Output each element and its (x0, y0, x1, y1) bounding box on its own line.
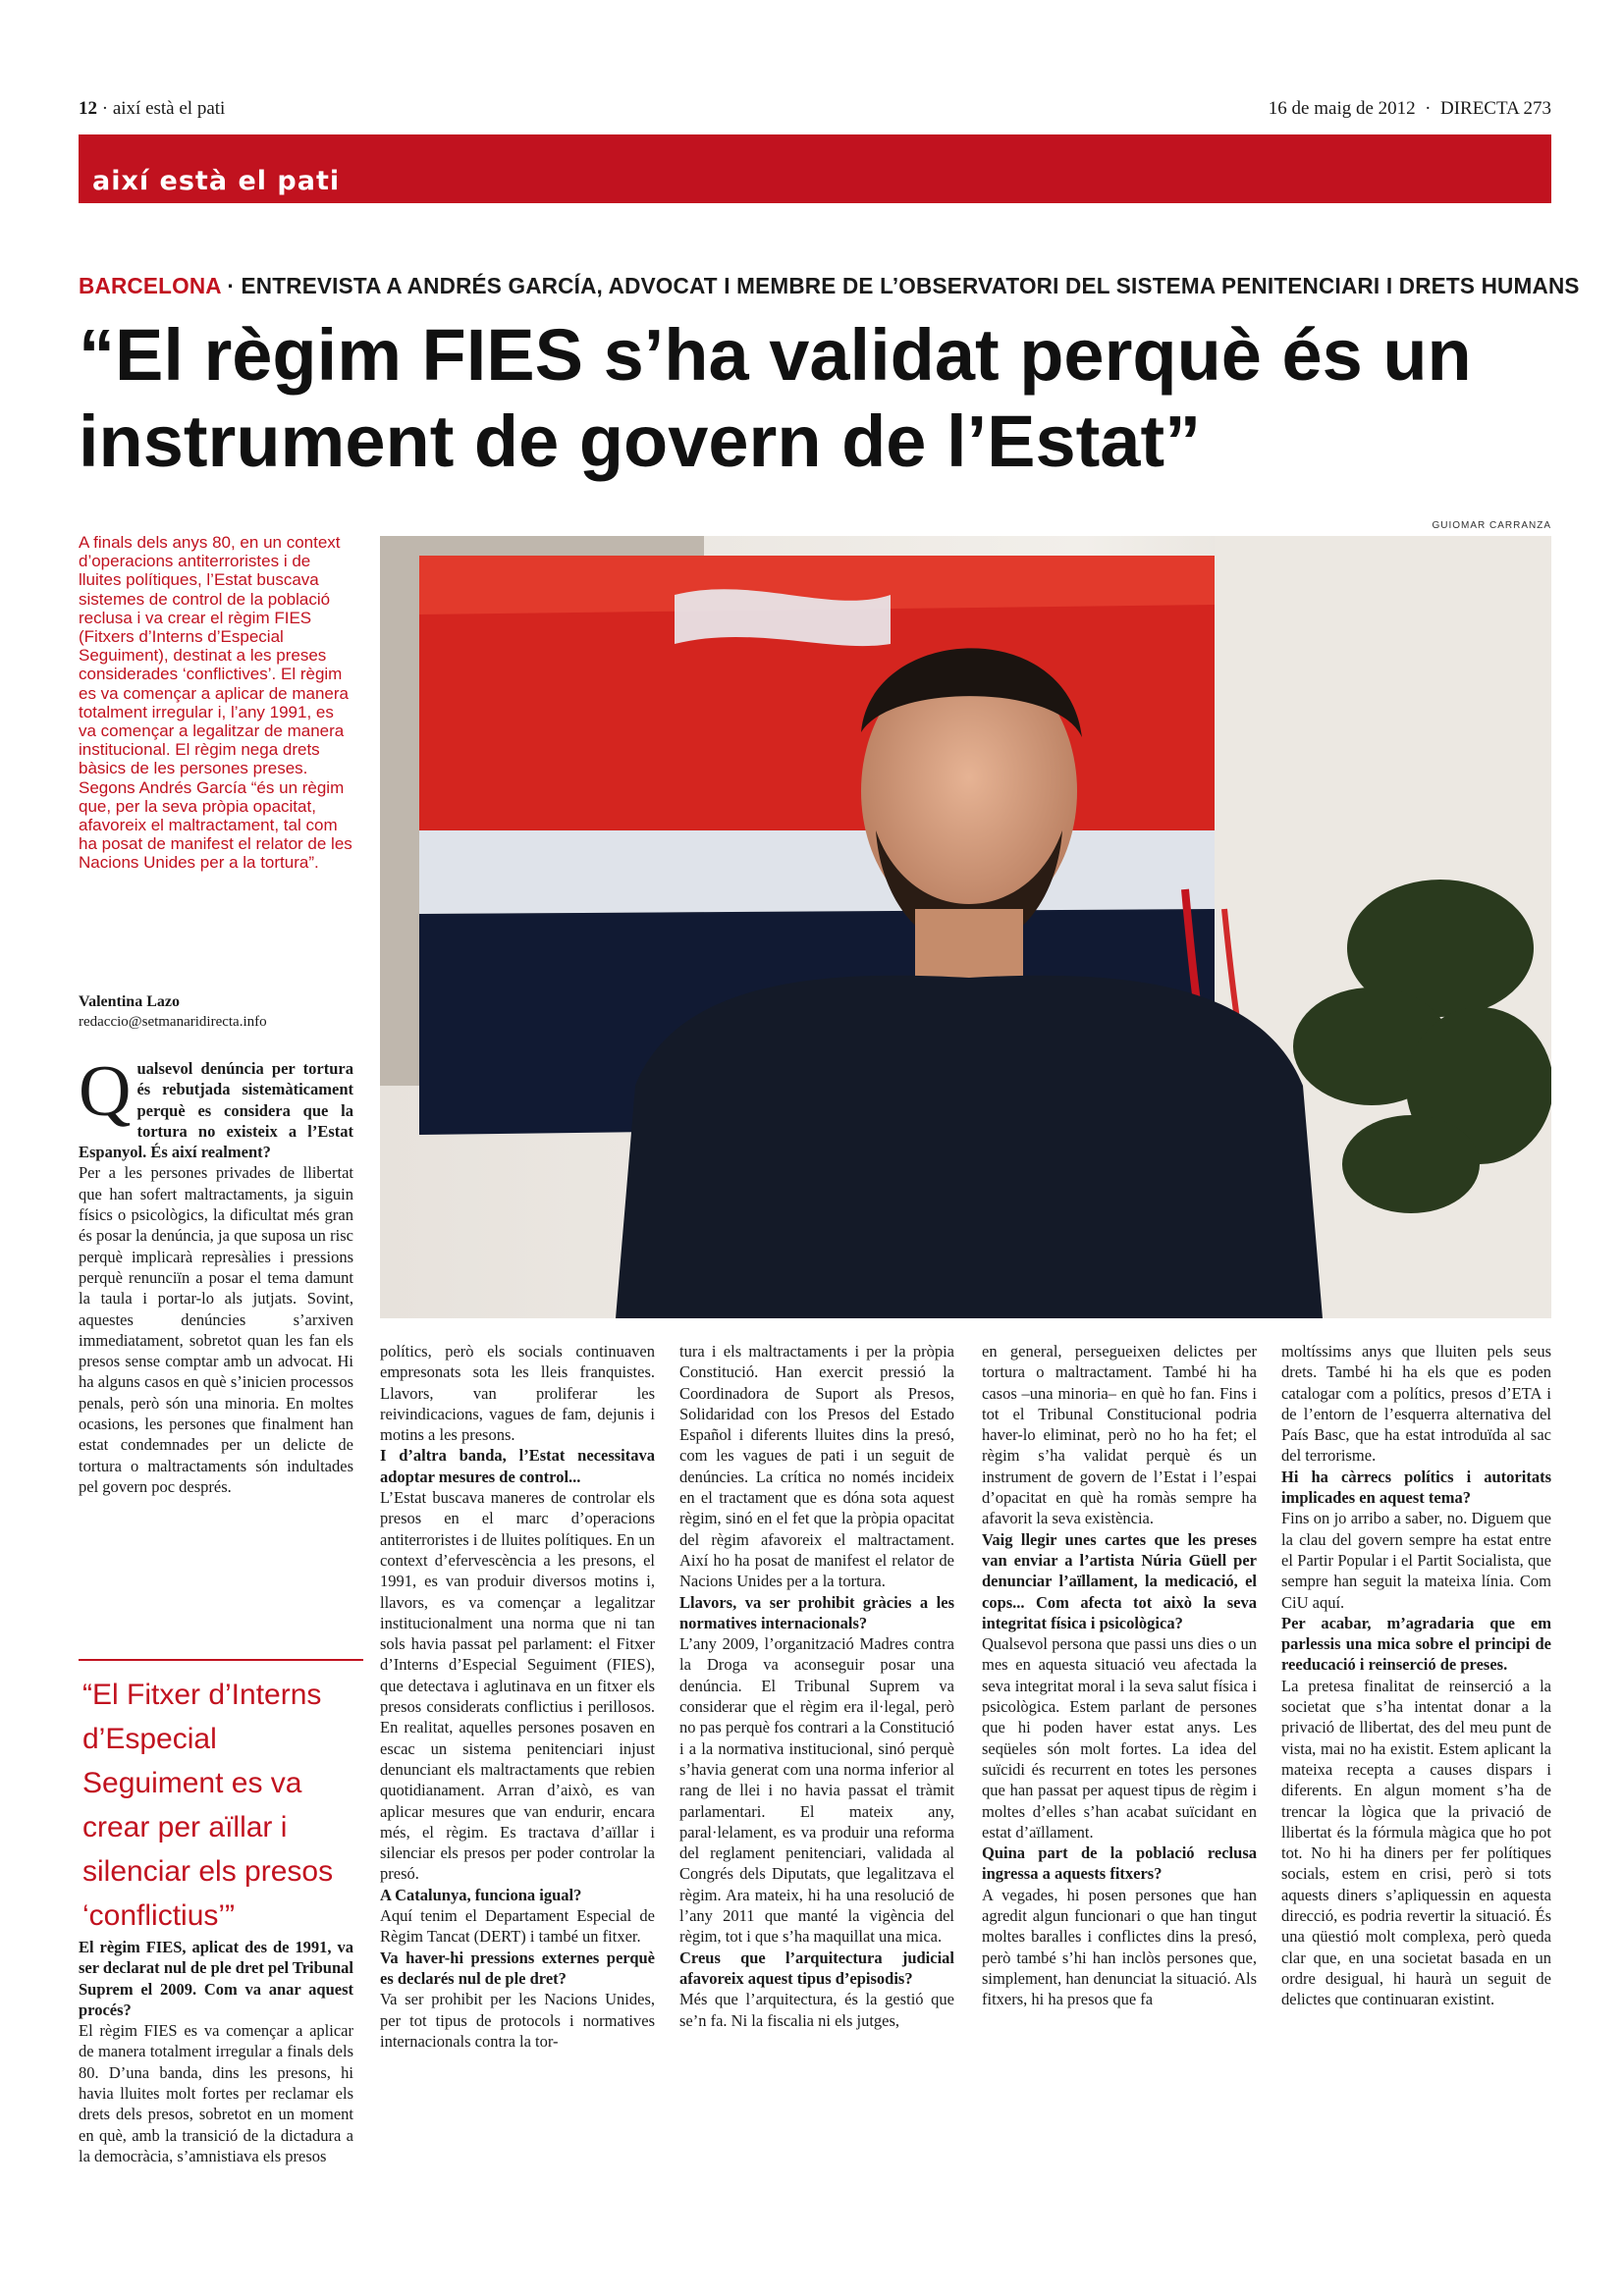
article-column-1 (79, 1051, 353, 1497)
answer: La pretesa finalitat de reinserció a la societat que s’ha intentat donar a la privació de llibertat, des del meu punt de vista, mai no ha existit. Estem aplicant la mateixa recepta a causes dispars i diferents. En algun moment s’ha de trencar la lògica que la privació de llibertat és la fórmula màgica que ho pot tot. No hi ha diners per fer polítiques socials, estem en crisi, però si tots aquests diners s’apliquessin en aquesta direcció, es podria revertir la situació. És una qüestió molt complexa, però queda clar que, en una societat basada en un ordre desigual, hi haurà un seguit de delictes que continuaran existint. (1281, 1676, 1551, 2009)
page-header-left: 12 · així està el pati (79, 98, 226, 119)
answer: A vegades, hi posen persones que han agredit algun funcionari o que han tingut moltes baralles i conflictes dins la presó, però també s’hi han inclòs persones que, simplement, han denunciat la situació. Als fitxers, hi ha presos que fa (982, 1885, 1257, 2009)
answer: El règim FIES es va començar a aplicar de manera totalment irregular a finals dels 80. D’una banda, dins les presons, hi havia lluites molt fortes per reclamar els drets dels presos, sobretot en un moment en què, amb la transició de la dictadura a la democràcia, s’amnistiava els presos (79, 2021, 353, 2165)
kicker-location: BARCELONA (79, 273, 221, 298)
answer: Fins on jo arribo a saber, no. Diguem que la clau del govern sempre ha estat entre el Partir Popular i el Partit Socialista, que sempre han seguit la mateixa línia. Com CiU aquí. (1281, 1509, 1551, 1612)
issue-date: 16 de maig de 2012 (1268, 98, 1416, 119)
byline (79, 993, 267, 1031)
page-header (79, 98, 1551, 128)
question: Llavors, va ser prohibit gràcies a les normatives internacionals? (679, 1592, 954, 1632)
page-header-right: 16 de maig de 2012 · DIRECTA 273 (1268, 98, 1551, 119)
author-name: Valentina Lazo (79, 993, 180, 1010)
question: El règim FIES, aplicat des de 1991, va ser declarat nul de ple dret pel Tribunal Suprem el 2009. Com va anar aquest procés? (79, 1938, 353, 2019)
answer: polítics, però els socials continuaven empresonats sota les lleis franquistes. Llavors, van proliferar les reivindicacions, vagues de fam, dejunis i motins a les presons. (380, 1342, 655, 1445)
answer: Va ser prohibit per les Nacions Unides, per tot tipus de protocols i normatives internacionals contra la tor- (380, 1990, 655, 2051)
pull-quote (79, 1659, 363, 1938)
answer: moltíssims anys que lluiten pels seus drets. També hi ha els que es poden catalogar com a polítics, presos d’ETA i de l’entorn de l’esquerra alternativa del País Basc, que ha estat introduïda al sac del terrorisme. (1281, 1342, 1551, 1466)
question: ualsevol denúncia per tortura és rebutjada sistemàticament perquè es considera que la tortura no existeix a l’Estat Espanyol. És així realment? (79, 1059, 353, 1162)
section-name: així està el pati (112, 98, 226, 119)
photo-credit: GUIOMAR CARRANZA (1432, 520, 1551, 531)
article-column-1-bottom (79, 1937, 353, 2166)
banner-title: així està el pati (92, 166, 341, 196)
question: Va haver-hi pressions externes perquè es declarés nul de ple dret? (380, 1948, 655, 1988)
answer: L’any 2009, l’organització Madres contra la Droga va aconseguir posar una denúncia. El Tribunal Suprem va considerar que el règim era il·legal, però no pas perquè fos contrari a la Constitució i a la normativa institucional, sinó perquè s’havia generat com una norma inferior al rang de llei i no havia passat el tràmit parlamentari. El mateix any, paral·lelament, es va produir una reforma del reglament penitenciari, validada al Congrés dels Diputats, que legalitzava el règim. Ara mateix, hi ha una resolució de l’any 2011 que manté la vigència del règim, tot i que s’ha maquillat una mica. (679, 1634, 954, 1947)
article-column-4 (982, 1341, 1257, 2010)
answer: Aquí tenim el Departament Especial de Règim Tancat (DERT) i també un fitxer. (380, 1906, 655, 1947)
pull-quote-text: “El Fitxer d’Interns d’Especial Seguiment es va crear per aïllar i silenciar els presos ‘conflictius’” (82, 1679, 334, 1932)
intro-paragraph: A finals dels anys 80, en un context d’operacions antiterroristes i de lluites polítiques, l’Estat buscava sistemes de control de la població reclusa i va crear el règim FIES (Fitxers d’Interns d’Especial Seguiment), destinat a les preses considerades ‘conflictives’. El règim es va començar a aplicar de manera totalment irregular i, l’any 1991, es va començar a legalitzar de manera institucional. El règim nega drets bàsics de les persones preses. Segons Andrés García “és un règim que, per la seva pròpia opacitat, afavoreix el maltractament, tal com ha posat de manifest el relator de les Nacions Unides per a la tortura”. (79, 533, 352, 873)
question: Creus que l’arquitectura judicial afavoreix aquest tipus d’episodis? (679, 1948, 954, 1988)
answer: Per a les persones privades de llibertat que han sofert maltractaments, ja siguin físics o psicològics, la dificultat més gran és posar la denúncia, ja que suposa un risc perquè implicarà represàlies i pressions perquè renunciïn a posar el tema damunt la taula i portar-lo als jutjats. Sovint, aquestes denúncies s’arxiven immediatament, sobretot quan les fan els presos sense comptar amb un advocat. Hi ha alguns casos en què s’inicien processos penals, però són una minoria. En moltes ocasions, les persones que finalment han estat condemnades per un delicte de tortura o maltractaments són indultades pel govern poc després. (79, 1163, 353, 1496)
article-column-2 (380, 1341, 655, 2052)
page-number: 12 (79, 98, 97, 119)
drop-cap: Q (79, 1051, 132, 1132)
question: Per acabar, m’agradaria que em parlessis una mica sobre el principi de reeducació i reinserció de preses. (1281, 1613, 1551, 1675)
author-email: redaccio@setmanaridirecta.info (79, 1014, 267, 1030)
section-banner (79, 134, 1551, 203)
answer: Qualsevol persona que passi uns dies o un mes en aquesta situació veu afectada la seva integritat moral i la seva salut física i psicològica. Estem parlant de persones que hi poden haver estat anys. Les seqüeles són molt fortes. La idea del suïcidi és recurrent en totes les persones que han passat per aquest tipus de règim i moltes d’elles s’han acabat suïcidant en estat d’aïllament. (982, 1634, 1257, 1842)
article-kicker (79, 273, 1580, 299)
answer: Més que l’arquitectura, és la gestió que se’n fa. Ni la fiscalia ni els jutges, (679, 1990, 954, 2030)
question: Vaig llegir unes cartes que les preses van enviar a l’artista Núria Güell per denunciar l’aïllament, la medicació, el cops... Com afecta tot això la seva integritat física i psicològica? (982, 1529, 1257, 1632)
answer: L’Estat buscava maneres de controlar els presos en el marc d’operacions antiterroristes i de lluites polítiques. En un context d’efervescència a les presons, el 1991, es van produir diversos motins i, llavors, es va començar a legalitzar institucionalment una norma que ni tan sols havia passat pel parlament: el Fitxer d’Interns d’Especial Seguiment (FIES), que detectava i aglutinava en un fitxer els presos considerats conflictius i perillosos. En realitat, aquelles persones posaven en escac un sistema penitenciari injust denunciant els maltractaments que rebien quotidianament. Arran d’això, es van aplicar mesures que van endurir, encara més, el règim. Es tractava d’aïllar i silenciar els presos per poder controlar la presó. (380, 1488, 655, 1884)
question: A Catalunya, funciona igual? (380, 1885, 582, 1904)
article-column-5 (1281, 1341, 1551, 2010)
question: I d’altra banda, l’Estat necessitava adoptar mesures de control... (380, 1446, 655, 1486)
kicker-subtitle: · ENTREVISTA A ANDRÉS GARCÍA, ADVOCAT I MEMBRE DE L’OBSERVATORI DEL SISTEMA PENITENCIARI I DRETS HUMANS (227, 273, 1580, 298)
question: Quina part de la població reclusa ingressa a aquests fitxers? (982, 1843, 1257, 1884)
publication-name: DIRECTA 273 (1439, 98, 1551, 119)
portrait-photo (380, 536, 1551, 1318)
article-column-3 (679, 1341, 954, 2031)
headline: “El règim FIES s’ha validat perquè és un instrument de govern de l’Estat” (79, 314, 1472, 482)
answer: tura i els maltractaments i per la pròpia Constitució. Han exercit pressió la Coordinadora de Suport als Presos, Solidaridad con los Presos del Estado Español i diferents lluites dins la presó, com les vagues de pati i un seguit de denúncies. La crítica no només incideix en el tractament que es dóna sota aquest règim, sinó en el fet que la pròpia opacitat del règim afavoreix el maltractament. Així ho ha posat de manifest el relator de Nacions Unides per a la tortura. (679, 1342, 954, 1591)
answer: en general, persegueixen delictes per tortura o maltractament. També hi ha casos –una minoria– en què ho fan. Fins i tot el Tribunal Constitucional podria haver-lo eliminat, però no ho ha fet; el règim s’ha validat perquè és un instrument de govern de l’Estat i l’espai d’opacitat en què ha romàs sempre ha afavorit la seva existència. (982, 1342, 1257, 1528)
question: Hi ha càrrecs polítics i autoritats implicades en aquest tema? (1281, 1467, 1551, 1508)
